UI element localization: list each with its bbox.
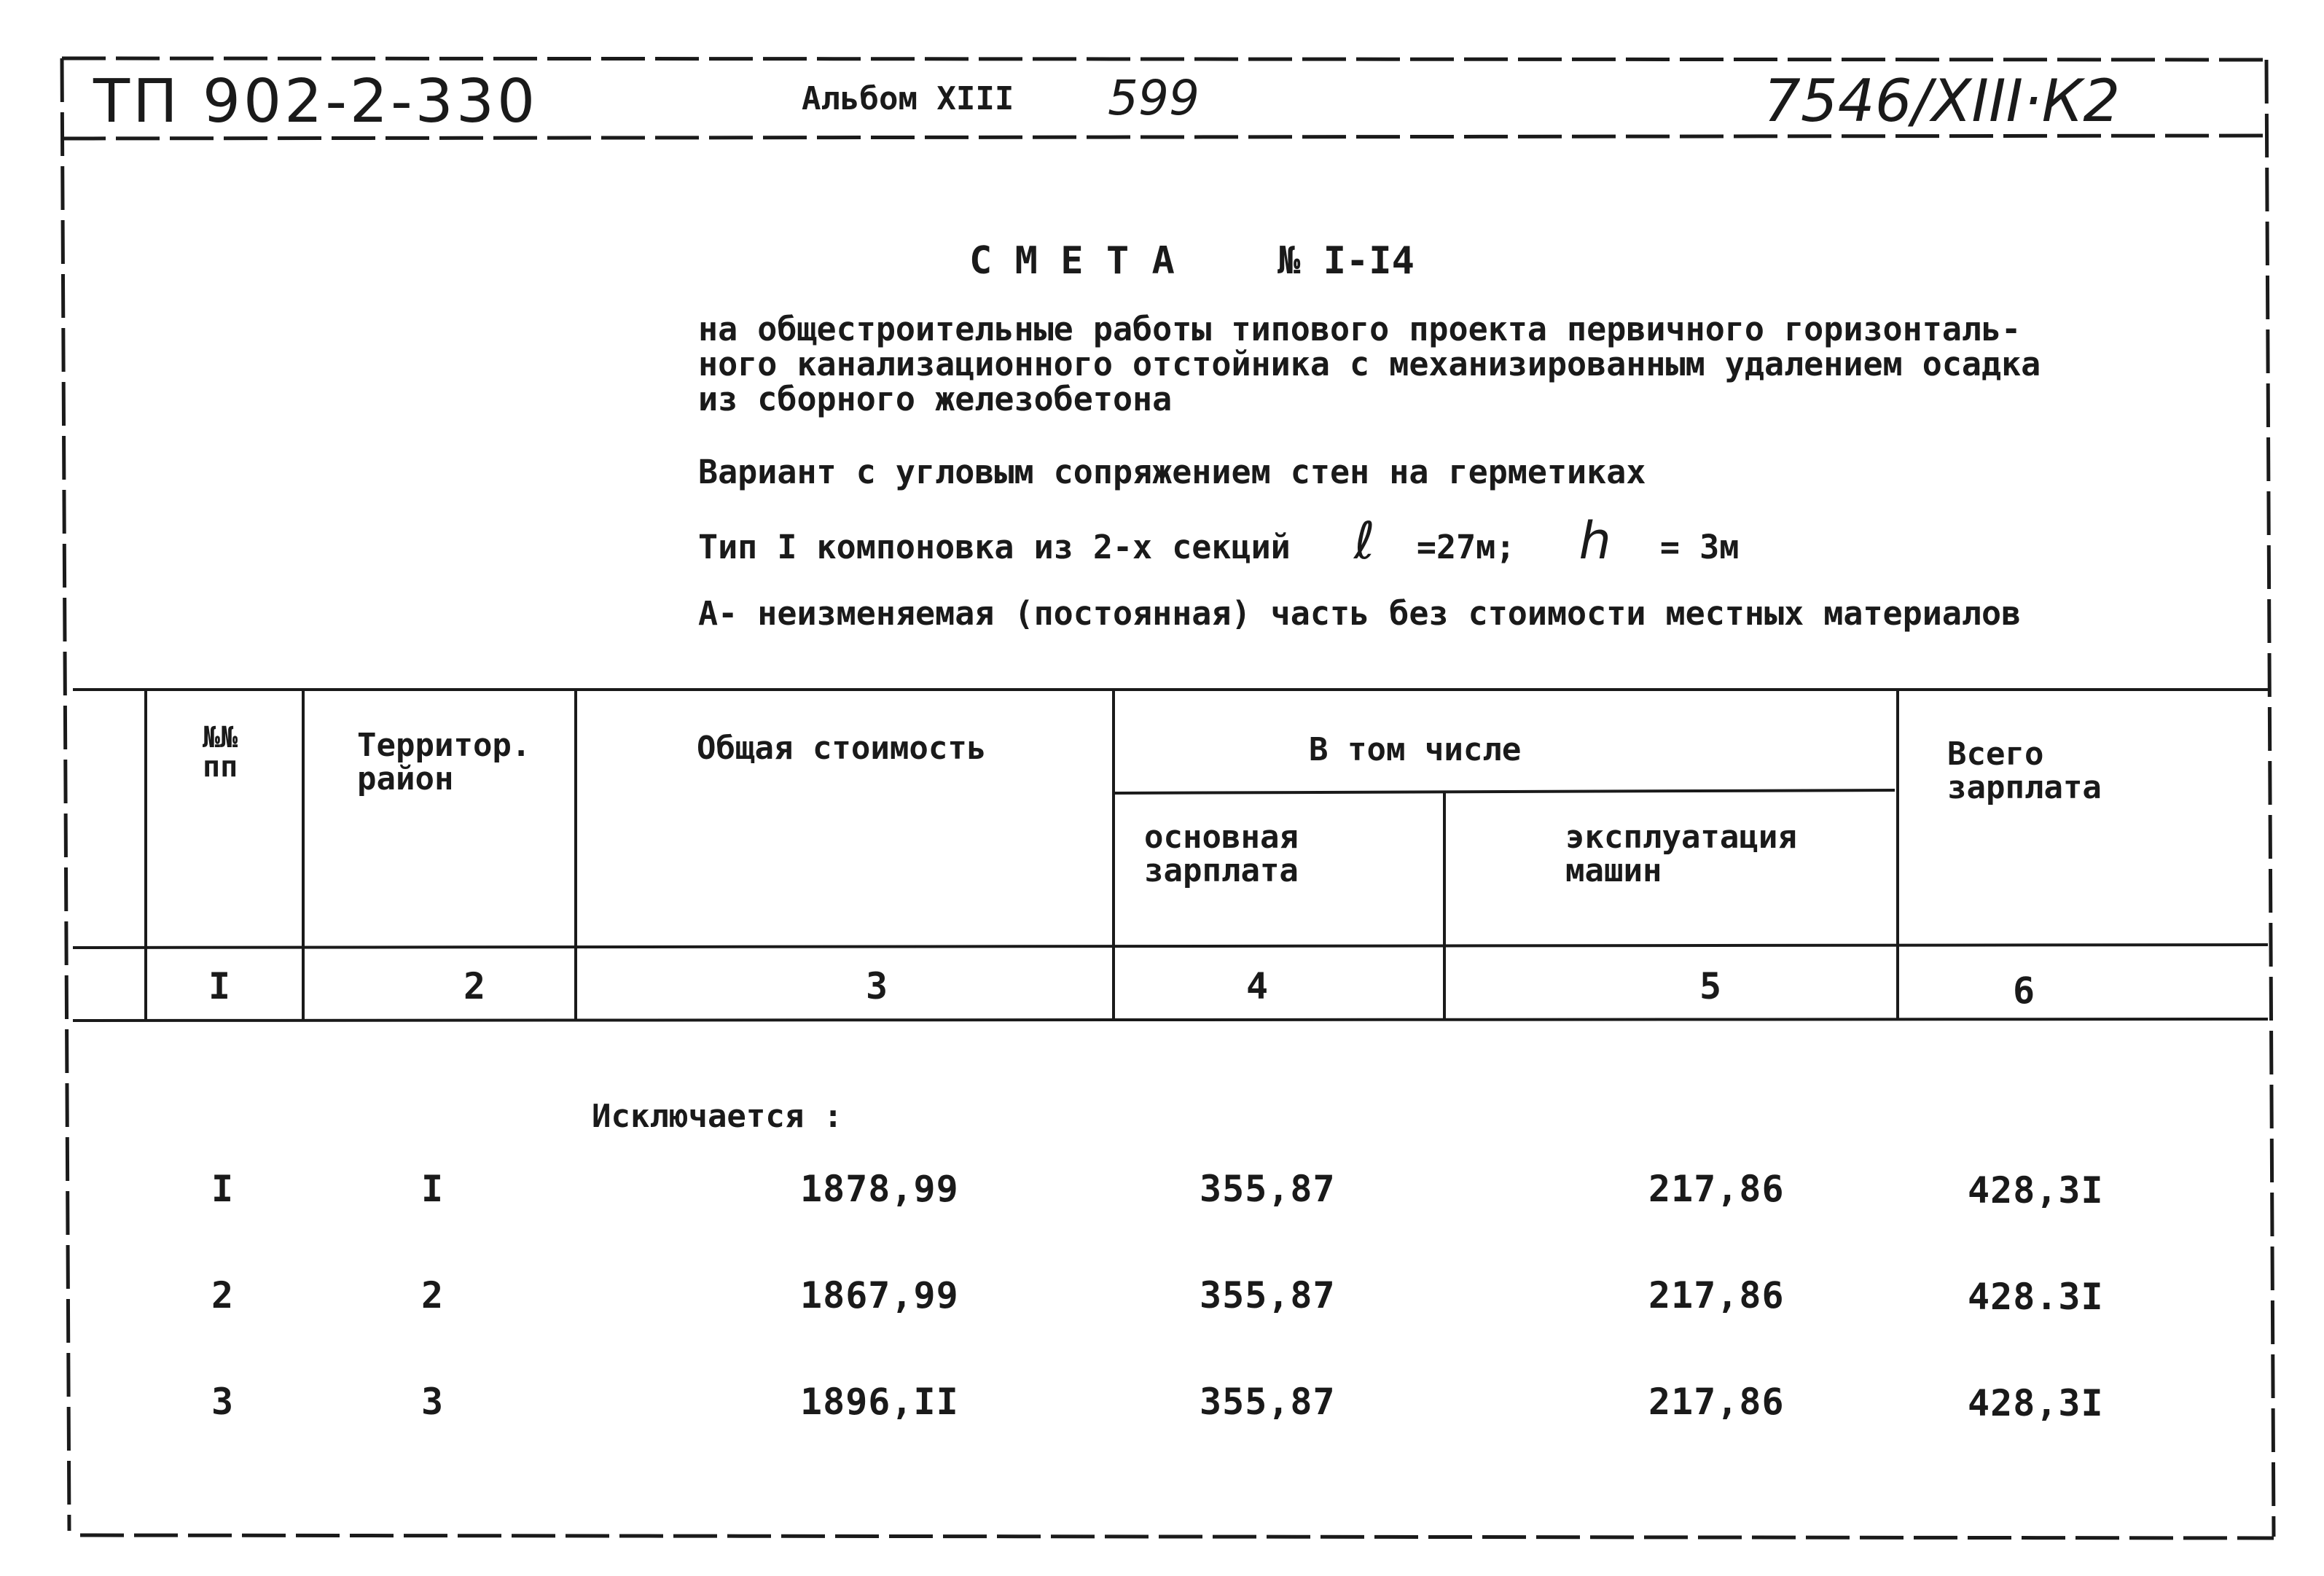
row-machines: 217,86 [1648,1381,1785,1423]
row-base-wage: 355,87 [1200,1274,1336,1316]
col-number-6: 6 [2013,970,2036,1012]
type-prefix: Тип I компоновка из 2-х секций [698,528,1291,566]
description-line-3: из сборного железобетона [698,380,1173,418]
row-region: I [421,1168,445,1210]
section-label: Исключается : [592,1098,843,1135]
archive-number: 7546/XIII·К2 [1764,67,2121,135]
row-num: I [211,1168,235,1210]
height-value: = 3м [1659,528,1740,566]
col-number-2: 2 [463,965,487,1007]
row-num: 3 [211,1381,235,1423]
album-label: Альбом XIII [802,80,1014,117]
estimate-title [969,239,1415,283]
page-number: 599 [1108,70,1200,126]
row-machines: 217,86 [1648,1168,1785,1210]
variant-line: Вариант с угловым сопряжением стен на герметиках [698,453,1646,491]
description-line-1: на общестроительные работы типового проекта первичного горизонталь- [698,310,2022,348]
row-region: 3 [421,1381,445,1423]
header-total: Общая стоимость [697,730,987,767]
header-machines: эксплуатация машин [1565,819,1797,889]
header-total-wage: Всего зарплата [1947,736,2102,806]
row-total: 1896,II [800,1381,959,1423]
row-base-wage: 355,87 [1200,1168,1336,1210]
header-region: Территор. район [357,727,531,797]
header-including: В том числе [1309,731,1522,768]
row-machines: 217,86 [1648,1274,1785,1316]
length-symbol: ℓ [1353,511,1375,571]
row-region: 2 [421,1274,445,1316]
estimate-word: С М Е Т А [969,239,1175,283]
row-total-wage: 428,3I [1968,1169,2104,1212]
header-base-wage: основная зарплата [1144,819,1299,889]
col-number-5: 5 [1699,965,1723,1007]
col-number-4: 4 [1246,965,1269,1007]
row-total-wage: 428,3I [1968,1382,2104,1424]
estimate-number: № I-I4 [1278,239,1415,283]
type-line [698,511,1740,571]
description-line-2: ного канализационного отстойника с механизированным удалением осадка [698,345,2041,383]
row-total-wage: 428.3I [1968,1276,2104,1318]
doc-code: ТП 902-2-330 [93,67,539,136]
col-number-1: I [208,965,232,1007]
row-base-wage: 355,87 [1200,1381,1336,1423]
row-total: 1878,99 [800,1168,959,1210]
row-total: 1867,99 [800,1274,959,1316]
row-num: 2 [211,1274,235,1316]
header-num: №№ пп [203,721,238,784]
col-number-3: 3 [866,965,889,1007]
height-symbol: h [1578,511,1611,571]
length-value: =27м; [1416,528,1516,566]
part-line: А- неизменяемая (постоянная) часть без стоимости местных материалов [698,594,2022,633]
